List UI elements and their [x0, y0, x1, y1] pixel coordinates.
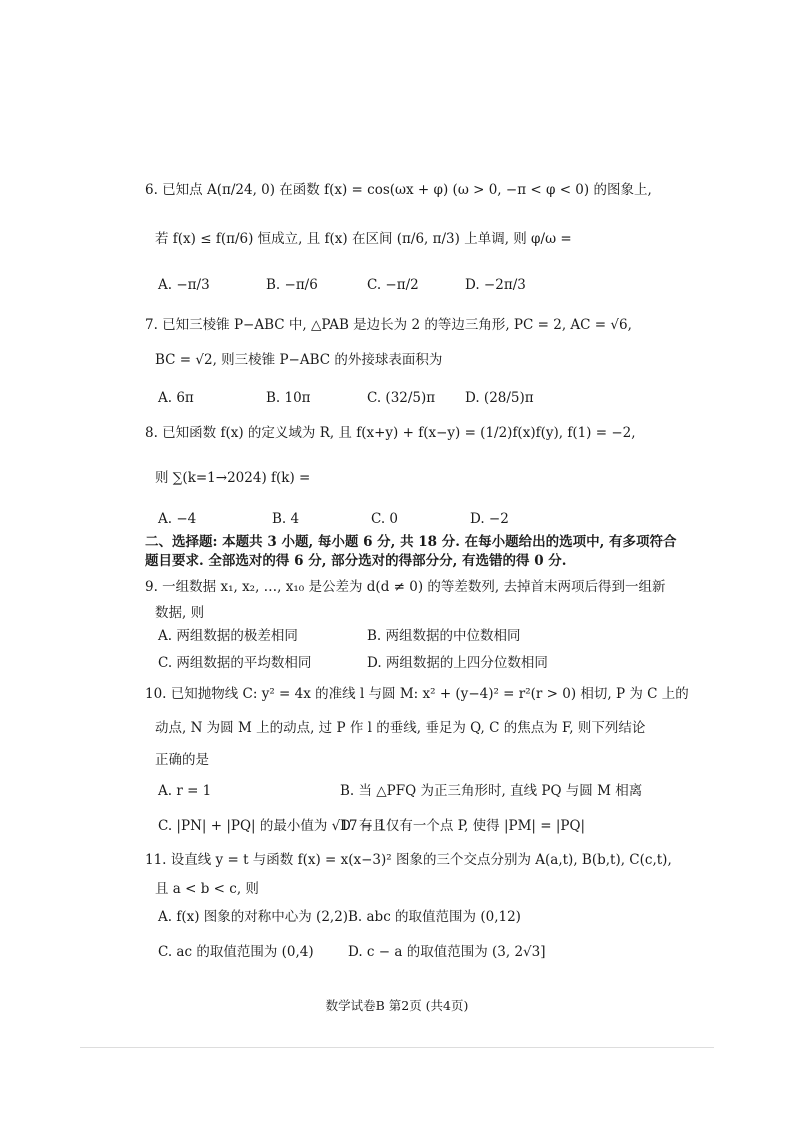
q7-option-d: D. (28/5)π	[465, 390, 534, 406]
q9-stem-line1: 9. 一组数据 x₁, x₂, …, x₁₀ 是公差为 d(d ≠ 0) 的等差数列, 去掉首末两项后得到一组新	[145, 579, 666, 595]
q6-option-b: B. −π/6	[266, 277, 318, 293]
q6-option-c: C. −π/2	[367, 277, 419, 293]
section2-instructions-line2: 题目要求. 全部选对的得 6 分, 部分选对的得部分分, 有选错的得 0 分.	[145, 553, 567, 569]
q9-option-b: B. 两组数据的中位数相同	[367, 628, 521, 644]
q10-stem-line2: 动点, N 为圆 M 上的动点, 过 P 作 l 的垂线, 垂足为 Q, C 的焦点为 F, 则下列结论	[155, 720, 646, 736]
page-footer: 数学试卷B 第2页 (共4页)	[325, 998, 469, 1013]
q11-stem-line1: 11. 设直线 y = t 与函数 f(x) = x(x−3)² 图象的三个交点分别为 A(a,t), B(b,t), C(c,t),	[145, 852, 672, 868]
q10-stem-line3: 正确的是	[155, 752, 209, 768]
q8-option-b: B. 4	[272, 511, 300, 527]
q8-option-d: D. −2	[470, 511, 509, 527]
q7-option-a: A. 6π	[158, 390, 194, 406]
q9-option-d: D. 两组数据的上四分位数相同	[367, 655, 548, 671]
q7-stem-line2: BC = √2, 则三棱锥 P−ABC 的外接球表面积为	[155, 352, 443, 368]
q6-option-d: D. −2π/3	[465, 277, 526, 293]
q8-option-a: A. −4	[158, 511, 197, 527]
bottom-divider	[80, 1047, 714, 1048]
q9-stem-line2: 数据, 则	[155, 605, 205, 621]
q8-option-c: C. 0	[371, 511, 399, 527]
q10-option-a: A. r = 1	[158, 783, 212, 799]
q10-option-c: C. |PN| + |PQ| 的最小值为 √17 − 1	[158, 818, 386, 834]
q11-option-a: A. f(x) 图象的对称中心为 (2,2)	[158, 909, 349, 925]
q6-stem-line1: 6. 已知点 A(π/24, 0) 在函数 f(x) = cos(ωx + φ) (ω > 0, −π < φ < 0) 的图象上,	[145, 182, 652, 198]
q7-option-b: B. 10π	[266, 390, 311, 406]
q10-stem-line1: 10. 已知抛物线 C: y² = 4x 的准线 l 与圆 M: x² + (y−4)² = r²(r > 0) 相切, P 为 C 上的	[145, 686, 689, 702]
q6-stem-line2: 若 f(x) ≤ f(π/6) 恒成立, 且 f(x) 在区间 (π/6, π/3) 上单调, 则 φ/ω =	[155, 231, 572, 247]
q10-option-d: D. 有且仅有一个点 P, 使得 |PM| = |PQ|	[340, 818, 586, 834]
q9-option-a: A. 两组数据的极差相同	[158, 628, 298, 644]
q8-stem-line1: 8. 已知函数 f(x) 的定义域为 R, 且 f(x+y) + f(x−y) = (1/2)f(x)f(y), f(1) = −2,	[145, 425, 636, 441]
q9-option-c: C. 两组数据的平均数相同	[158, 655, 312, 671]
q11-option-d: D. c − a 的取值范围为 (3, 2√3]	[348, 944, 546, 960]
section2-instructions-line1: 二、选择题: 本题共 3 小题, 每小题 6 分, 共 18 分. 在每小题给出的选项中, 有多项符合	[145, 534, 677, 550]
q10-option-b: B. 当 △PFQ 为正三角形时, 直线 PQ 与圆 M 相离	[340, 783, 643, 799]
q8-stem-line2: 则 ∑(k=1→2024) f(k) =	[155, 470, 311, 486]
q11-option-c: C. ac 的取值范围为 (0,4)	[158, 944, 314, 960]
q6-option-a: A. −π/3	[158, 277, 210, 293]
q11-option-b: B. abc 的取值范围为 (0,12)	[348, 909, 521, 925]
q7-stem-line1: 7. 已知三棱锥 P−ABC 中, △PAB 是边长为 2 的等边三角形, PC = 2, AC = √6,	[145, 317, 632, 333]
q11-stem-line2: 且 a < b < c, 则	[155, 881, 259, 897]
q7-option-c: C. (32/5)π	[367, 390, 436, 406]
